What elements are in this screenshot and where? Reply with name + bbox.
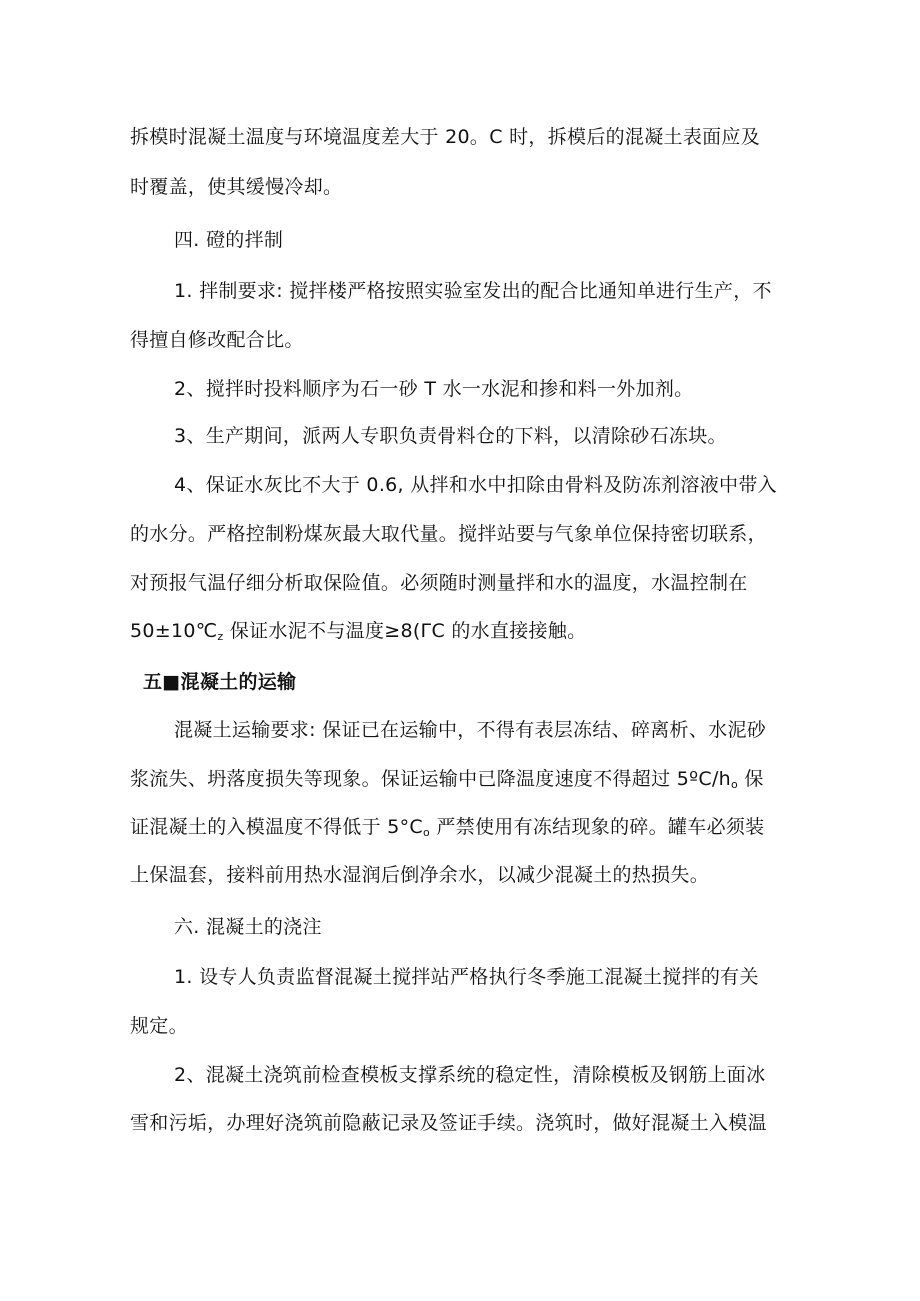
text-run: 证混凝土的入模温度不得低于 5°C xyxy=(130,816,423,838)
text-run: 50±10℃ xyxy=(130,620,218,642)
section-heading: 六. 混凝土的浇注 xyxy=(174,916,322,938)
text-line: 得擅自修改配合比。 xyxy=(130,329,304,351)
text-run: 保证水泥不与温度≥8(ΓC 的水直接接触。 xyxy=(223,620,587,642)
text-line: 1. 拌制要求: 搅拌楼严格按照实验室发出的配合比通知单进行生产，不 xyxy=(174,280,772,302)
subscript-text: o xyxy=(731,778,739,791)
text-run: 浆流失、坍落度损失等现象。保证运输中已降温度速度不得超过 5ºC∕h xyxy=(130,768,731,790)
text-line xyxy=(0,764,764,794)
text-line: 2、搅拌时投料顺序为石一砂 T 水一水泥和掺和料一外加剂。 xyxy=(174,378,694,400)
text-line: 规定。 xyxy=(130,1015,188,1037)
text-line: 混凝土运输要求: 保证已在运输中，不得有表层冻结、碎离析、水泥砂 xyxy=(174,719,767,741)
text-run: 严禁使用有冻结现象的碎。罐车必须装 xyxy=(430,816,765,838)
text-run: 保 xyxy=(738,768,764,790)
text-line: 上保温套，接料前用热水湿润后倒净余水，以减少混凝土的热损失。 xyxy=(130,864,710,886)
text-line: 3、生产期间，派两人专职负责骨料仓的下料，以清除砂石冻块。 xyxy=(174,425,727,447)
text-line: 1. 设专人负责监督混凝土搅拌站严格执行冬季施工混凝土搅拌的有关 xyxy=(174,966,759,988)
text-line: 2、混凝土浇筑前检查模板支撑系统的稳定性，清除模板及钢筋上面冰 xyxy=(174,1064,766,1086)
text-line: 时覆盖，使其缓慢冷却。 xyxy=(130,176,343,198)
section-heading: 五■混凝土的运输 xyxy=(143,671,297,693)
subscript-text: o xyxy=(423,826,431,839)
text-line: 雪和污垢，办理好浇筑前隐蔽记录及签证手续。浇筑时，做好混凝土入模温 xyxy=(130,1112,767,1134)
subscript-text: z xyxy=(217,630,224,643)
text-line: 4、保证水灰比不大于 0.6, 从拌和水中扣除由骨料及防冻剂溶液中带入 xyxy=(174,474,777,496)
text-line: 的水分。严格控制粉煤灰最大取代量。搅拌站要与气象单位保持密切联系， xyxy=(130,523,767,545)
text-line xyxy=(0,616,586,646)
text-line: 拆模时混凝土温度与环境温度差大于 20。C 时，拆模后的混凝土表面应及 xyxy=(130,126,761,148)
text-line: 对预报气温仔细分析取保险值。必须随时测量拌和水的温度，水温控制在 xyxy=(130,572,748,594)
section-heading: 四. 磴的拌制 xyxy=(174,229,284,251)
text-line xyxy=(0,812,764,842)
